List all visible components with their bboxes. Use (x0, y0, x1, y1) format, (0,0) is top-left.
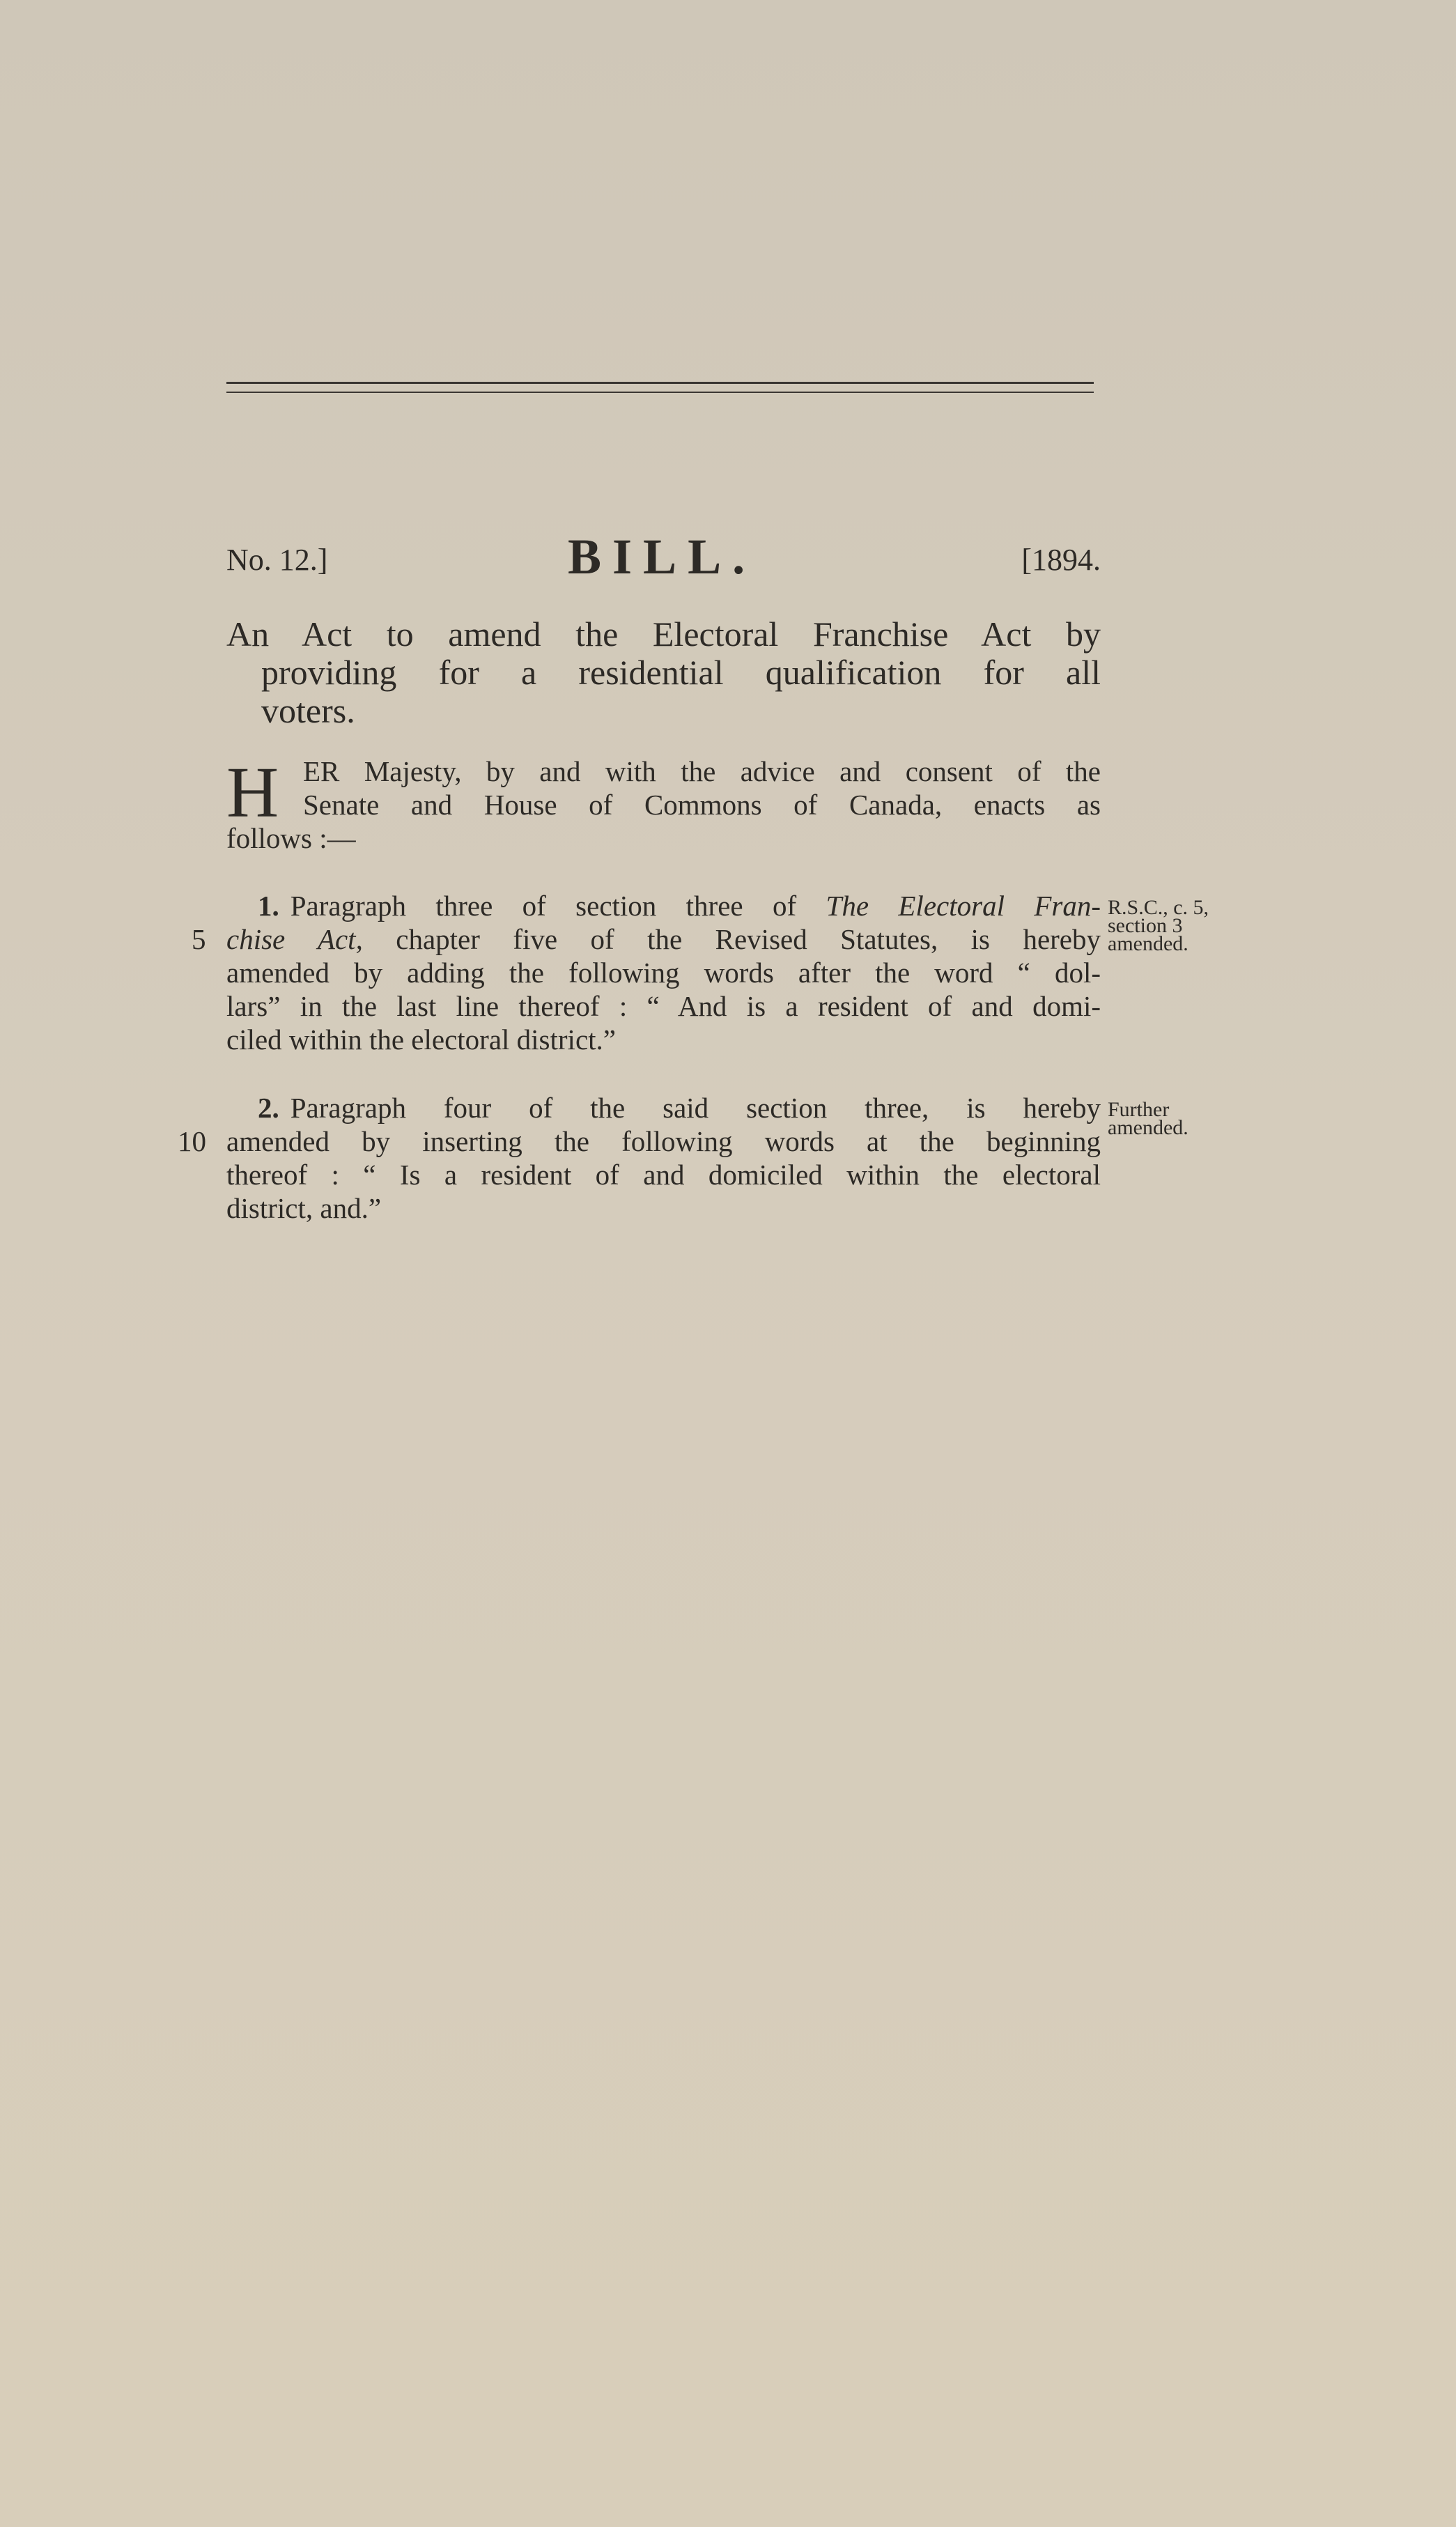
top-rule-thin (226, 392, 1094, 393)
long-title (226, 615, 1101, 730)
section-text: Paragraph four of the said section three, is hereby (290, 1092, 1101, 1124)
preamble-line: Senate and House of Commons of Canada, enacts as (303, 789, 1101, 821)
long-title-line: providing for a residential qualification for all (261, 653, 1101, 692)
section-line (226, 1091, 1101, 1125)
enacting-clause (226, 752, 1101, 855)
line-number: 10 (178, 1125, 206, 1157)
section-text: amended by inserting the following words at the beginning (226, 1125, 1101, 1157)
marginal-note-2 (1108, 1098, 1261, 1139)
act-name-italic: chise Act, (226, 923, 363, 955)
drop-cap: H (226, 752, 279, 833)
bill-heading (226, 528, 1101, 584)
preamble-line: follows :— (226, 822, 356, 854)
long-title-line: An Act to amend the Electoral Franchise Act by (226, 615, 1101, 654)
section-text: chapter five of the Revised Statutes, is hereby (362, 923, 1101, 955)
marginal-note-1 (1108, 896, 1261, 955)
bill-year: [1894. (1021, 543, 1101, 577)
section-line (192, 922, 1101, 956)
marginal-note-line: Further (1108, 1098, 1170, 1121)
section-2 (178, 1091, 1101, 1225)
bill-title: BILL. (568, 529, 757, 585)
section-1 (192, 889, 1101, 1056)
preamble-line: ER Majesty, by and with the advice and consent of the (303, 755, 1101, 787)
section-number: 1. (258, 890, 279, 922)
marginal-note-line: amended. (1108, 1116, 1188, 1139)
act-name-italic: The Electoral Fran- (826, 890, 1101, 922)
marginal-note-line: R.S.C., c. 5, (1108, 896, 1209, 919)
section-line: ciled within the electoral district.” (226, 1023, 616, 1056)
section-line (226, 889, 1101, 922)
section-text: Paragraph three of section three of (290, 890, 826, 922)
section-number: 2. (258, 1092, 279, 1124)
line-number: 5 (192, 923, 206, 955)
bill-number: No. 12.] (226, 543, 328, 577)
long-title-line: voters. (261, 691, 355, 730)
section-line: thereof : “ Is a resident of and domiciled within the electoral (226, 1159, 1101, 1191)
section-line: district, and.” (226, 1192, 382, 1224)
section-line: amended by adding the following words after the word “ dol- (226, 957, 1101, 989)
marginal-note-line: section 3 (1108, 914, 1183, 937)
section-line: lars” in the last line thereof : “ And is a resident of and domi- (226, 990, 1101, 1022)
marginal-note-line: amended. (1108, 932, 1188, 955)
section-line (178, 1125, 1101, 1158)
top-rule (226, 382, 1094, 384)
